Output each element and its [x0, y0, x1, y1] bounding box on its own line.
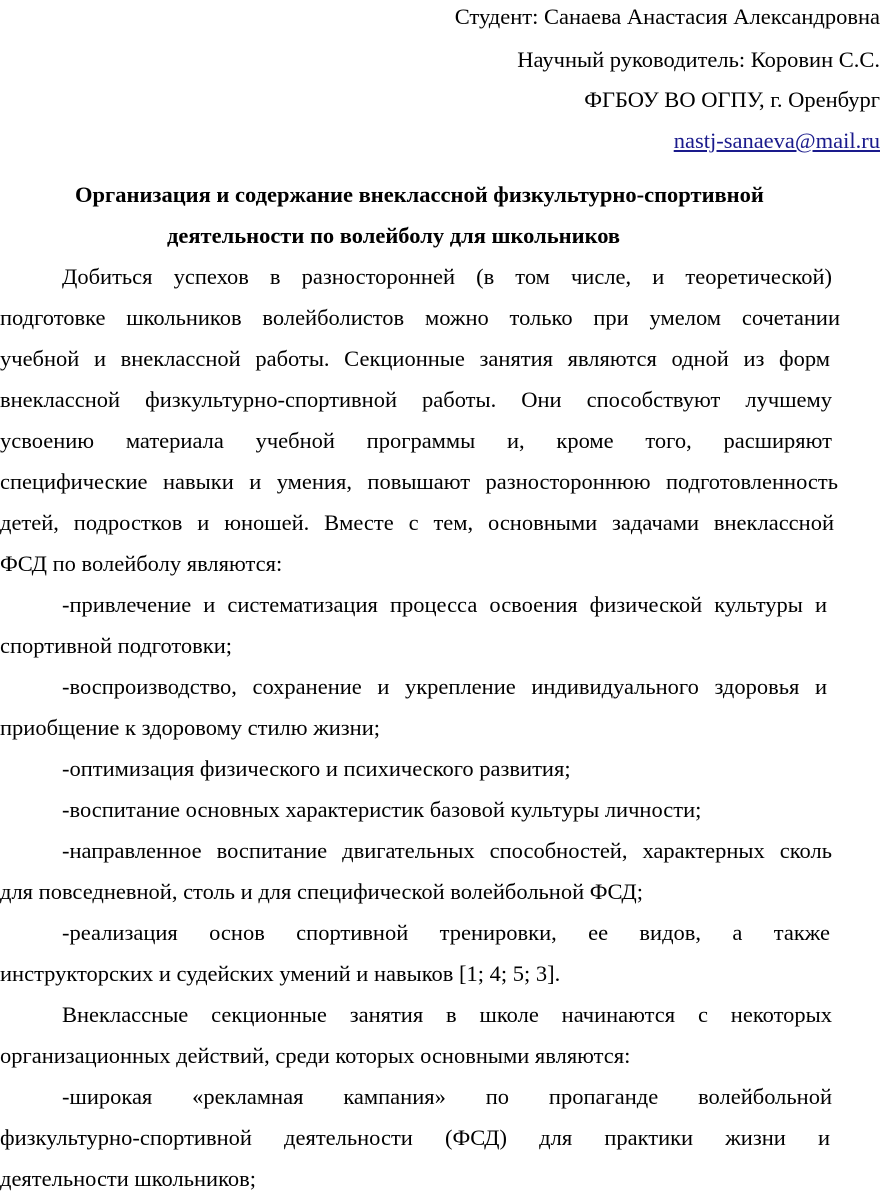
list-item: -воспроизводство, сохранение и укрепление индивидуального здоровья и: [62, 674, 827, 699]
paragraph-line: детей, подростков и юношей. Вместе с тем, основными задачами внеклассной: [0, 510, 834, 535]
list-item-continuation: физкультурно-спортивной деятельности (ФСД) для практики жизни и: [0, 1125, 830, 1150]
list-item: -воспитание основных характеристик базовой культуры личности;: [62, 797, 702, 822]
title-line-1: Организация и содержание внеклассной физкультурно-спортивной: [75, 182, 764, 207]
paragraph-line: специфические навыки и умения, повышают разностороннюю подготовленность: [0, 469, 838, 494]
paragraph-line: Добиться успехов в разносторонней (в том числе, и теоретической): [62, 264, 832, 289]
list-item: -широкая «рекламная кампания» по пропаганде волейбольной: [62, 1084, 832, 1109]
list-item: -направленное воспитание двигательных способностей, характерных сколь: [62, 838, 832, 863]
list-item-continuation: инструкторских и судейских умений и навыков [1; 4; 5; 3].: [0, 961, 561, 986]
list-item-continuation: спортивной подготовки;: [0, 633, 233, 658]
paragraph-line: учебной и внеклассной работы. Секционные занятия являются одной из форм: [0, 346, 830, 371]
list-item-continuation: деятельности школьников;: [0, 1166, 256, 1191]
list-item: -оптимизация физического и психического развития;: [62, 756, 571, 781]
paragraph-line: Внеклассные секционные занятия в школе начинаются с некоторых: [62, 1002, 832, 1027]
list-item: -реализация основ спортивной тренировки, ее видов, а также: [62, 920, 830, 945]
title-line-2: деятельности по волейболу для школьников: [167, 223, 621, 248]
student-name: Студент: Санаева Анастасия Александровна: [454, 4, 880, 29]
supervisor-name: Научный руководитель: Коровин С.С.: [517, 47, 880, 72]
list-item-continuation: для повседневной, столь и для специфической волейбольной ФСД;: [0, 879, 644, 904]
paragraph-line: подготовке школьников волейболистов можно только при умелом сочетании: [0, 305, 840, 330]
paragraph-line: усвоению материала учебной программы и, кроме того, расширяют: [0, 428, 832, 453]
paragraph-line: ФСД по волейболу являются:: [0, 551, 283, 576]
list-item-continuation: приобщение к здоровому стилю жизни;: [0, 715, 381, 740]
paragraph-line: организационных действий, среди которых основными являются:: [0, 1043, 631, 1068]
list-item: -привлечение и систематизация процесса освоения физической культуры и: [62, 592, 827, 617]
paragraph-line: внеклассной физкультурно-спортивной работы. Они способствуют лучшему: [0, 387, 832, 412]
email-link[interactable]: nastj-sanaeva@mail.ru: [673, 128, 880, 153]
institution: ФГБОУ ВО ОГПУ, г. Оренбург: [584, 87, 880, 112]
